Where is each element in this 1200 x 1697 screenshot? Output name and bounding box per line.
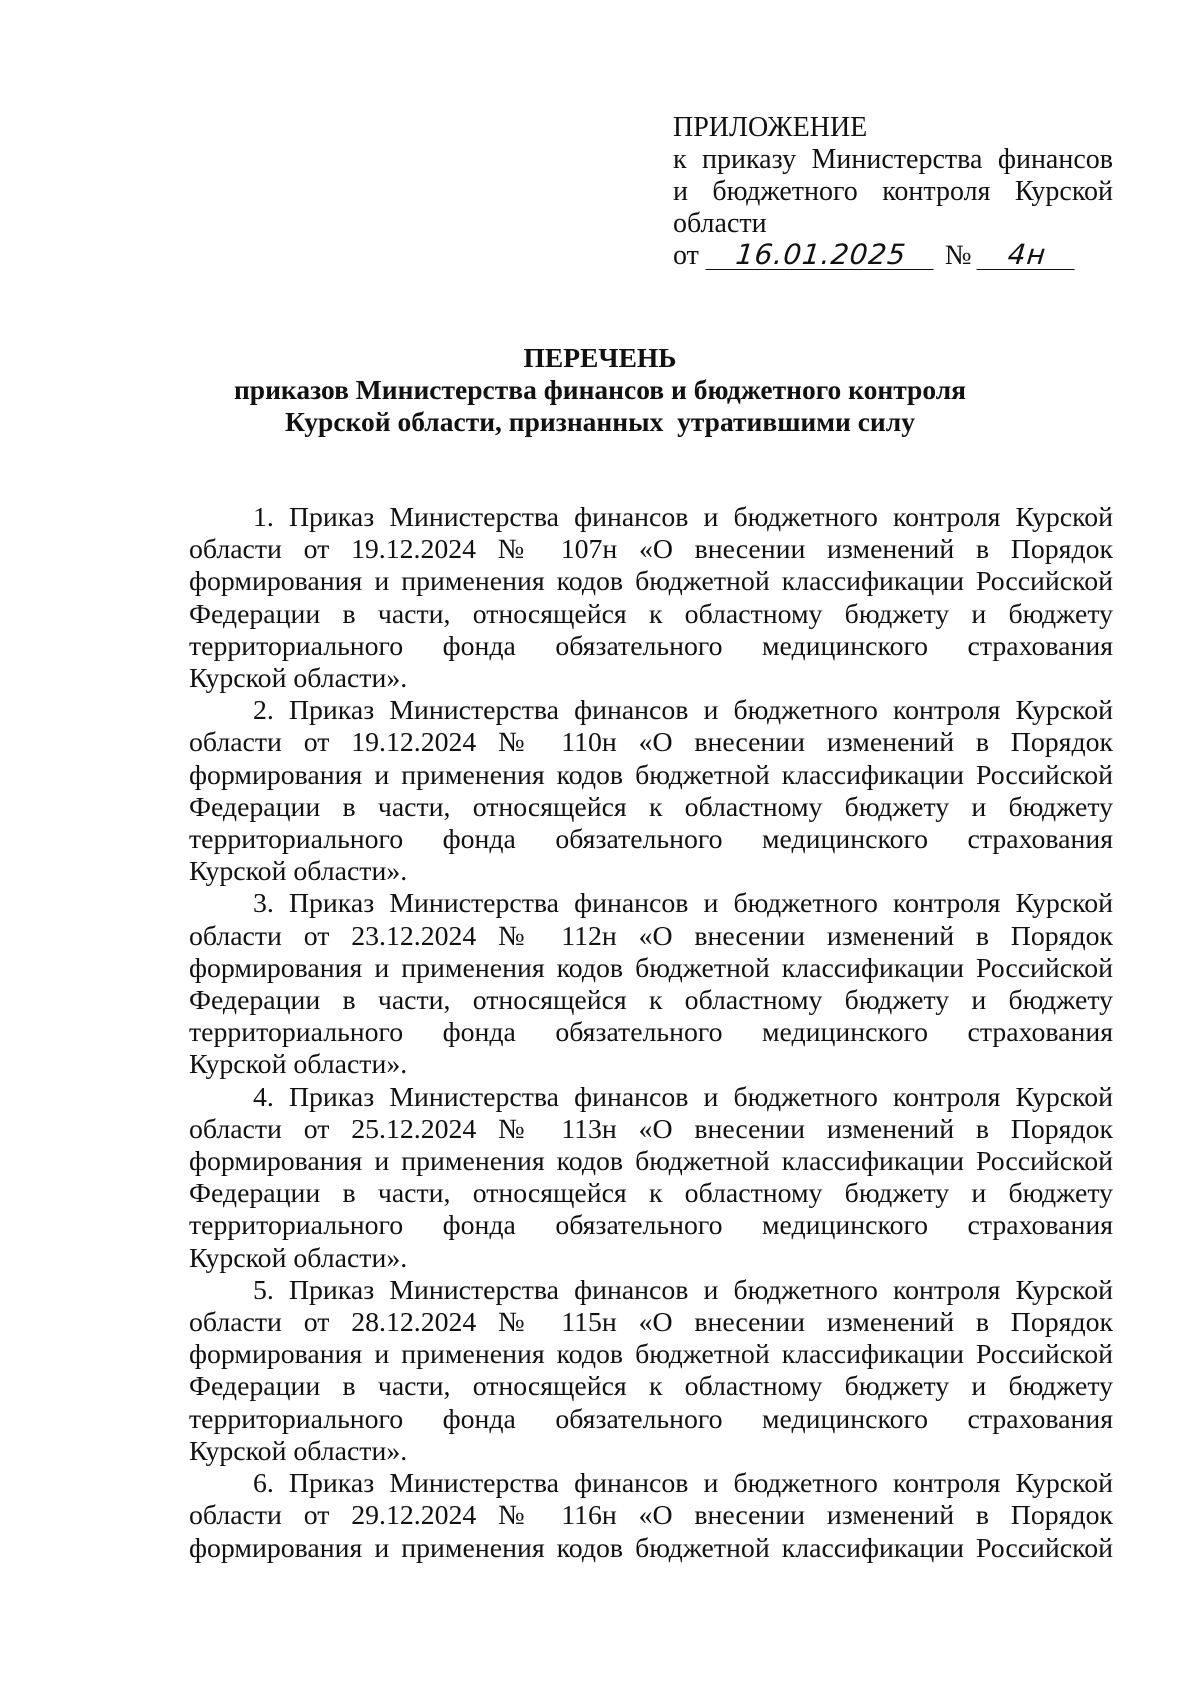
list-item-line: Федерации в части, относящейся к областному бюджету и бюджету <box>189 791 1113 823</box>
list-item-line: территориального фонда обязательного медицинского страхования <box>189 1210 1113 1242</box>
list-item-line: формирования и применения кодов бюджетной классификации Российской <box>189 1339 1113 1371</box>
list-item-line: 2. Приказ Министерства финансов и бюджетного контроля Курской <box>253 695 1113 727</box>
title-line-1: ПЕРЕЧЕНЬ <box>523 342 677 373</box>
list-item-line: области от 29.12.2024 № 116н «О внесении изменений в Порядок <box>189 1500 1113 1532</box>
list-item <box>189 502 1113 695</box>
list-item-line: области от 23.12.2024 № 112н «О внесении изменений в Порядок <box>189 920 1113 952</box>
list-item-line: 6. Приказ Министерства финансов и бюджетного контроля Курской <box>253 1468 1113 1500</box>
list-item-line: Федерации в части, относящейся к областному бюджету и бюджету <box>189 1178 1113 1210</box>
list-item-line: территориального фонда обязательного медицинского страхования <box>189 1017 1113 1049</box>
list-item-line: области от 19.12.2024 № 107н «О внесении изменений в Порядок <box>189 534 1113 566</box>
list-item-line: Курской области». <box>189 856 408 888</box>
appendix-block <box>673 112 1113 280</box>
list-item-line: Курской области». <box>189 663 408 695</box>
handwritten-date: 16.01.2025 <box>705 241 936 270</box>
appendix-date-row <box>673 240 1113 280</box>
appendix-line-3: области <box>673 208 767 239</box>
appendix-heading: ПРИЛОЖЕНИЕ <box>673 112 868 143</box>
list-item-line: Курской области». <box>189 1242 408 1274</box>
list-item-line: территориального фонда обязательного медицинского страхования <box>189 1403 1113 1435</box>
list-item <box>189 1082 1113 1275</box>
title-line-3: Курской области, признанных утратившими силу <box>285 406 915 437</box>
list-item-line: формирования и применения кодов бюджетной классификации Российской <box>189 759 1113 791</box>
list-item-line: 4. Приказ Министерства финансов и бюджетного контроля Курской <box>253 1081 1113 1113</box>
list-item-line: Курской области». <box>189 1435 408 1467</box>
list-item-line: формирования и применения кодов бюджетной классификации Российской <box>189 952 1113 984</box>
list-item-line: Курской области». <box>189 1049 408 1081</box>
list-item-line: формирования и применения кодов бюджетной классификации Российской <box>189 566 1113 598</box>
title-line-2: приказов Министерства финансов и бюджетного контроля <box>233 374 967 405</box>
appendix-line-1: к приказу Министерства финансов <box>673 144 1113 175</box>
list-item <box>189 888 1113 1081</box>
list-item <box>189 1468 1113 1565</box>
list-item-line: 1. Приказ Министерства финансов и бюджетного контроля Курской <box>253 502 1113 533</box>
list-item-line: формирования и применения кодов бюджетной классификации Российской <box>189 1532 1113 1564</box>
document-title <box>0 342 1200 438</box>
number-sign: № <box>944 240 972 271</box>
list-item-line: области от 25.12.2024 № 113н «О внесении изменений в Порядок <box>189 1113 1113 1145</box>
orders-list <box>189 502 1113 1565</box>
list-item-line: области от 19.12.2024 № 110н «О внесении изменений в Порядок <box>189 727 1113 759</box>
list-item-line: области от 28.12.2024 № 115н «О внесении изменений в Порядок <box>189 1307 1113 1339</box>
list-item-line: Федерации в части, относящейся к областному бюджету и бюджету <box>189 985 1113 1017</box>
list-item-line: территориального фонда обязательного медицинского страхования <box>189 824 1113 856</box>
appendix-line-2: и бюджетного контроля Курской <box>673 176 1113 207</box>
list-item-line: территориального фонда обязательного медицинского страхования <box>189 630 1113 662</box>
handwritten-number: 4н <box>976 241 1077 270</box>
date-prefix: от <box>673 240 699 271</box>
list-item-line: 5. Приказ Министерства финансов и бюджетного контроля Курской <box>253 1274 1113 1306</box>
list-item-line: 3. Приказ Министерства финансов и бюджетного контроля Курской <box>253 888 1113 920</box>
list-item-line: формирования и применения кодов бюджетной классификации Российской <box>189 1146 1113 1178</box>
list-item <box>189 695 1113 888</box>
list-item-line: Федерации в части, относящейся к областному бюджету и бюджету <box>189 1371 1113 1403</box>
list-item <box>189 1275 1113 1468</box>
list-item-line: Федерации в части, относящейся к областному бюджету и бюджету <box>189 598 1113 630</box>
